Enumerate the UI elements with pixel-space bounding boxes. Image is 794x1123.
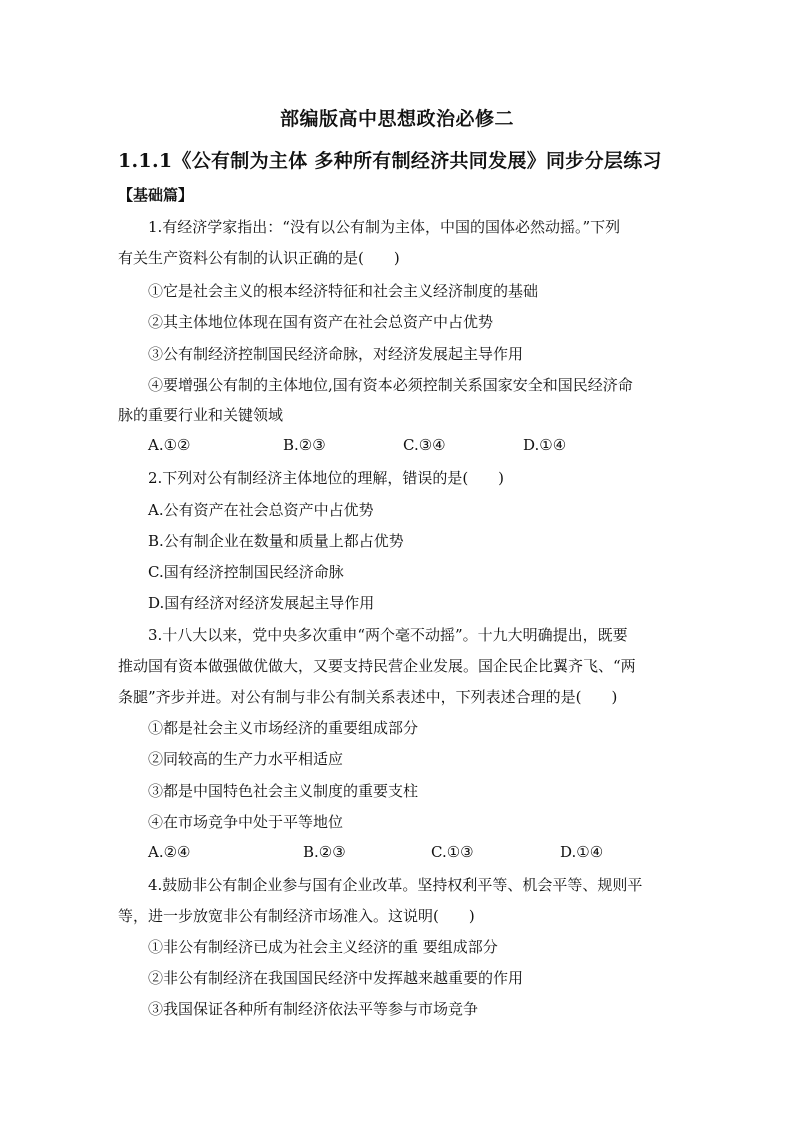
q4-stem-line-2: 等，进一步放宽非公有制经济市场准入。这说明( ): [118, 907, 475, 925]
q1-option-a: A.①②: [148, 436, 191, 454]
q3-option-b: B.②③: [303, 843, 346, 861]
q3-option-a: A.②④: [148, 843, 191, 861]
q2-stem: 2.下列对公有制经济主体地位的理解，错误的是( ): [148, 469, 505, 487]
q1-statement-1: ①它是社会主义的根本经济特征和社会主义经济制度的基础: [148, 282, 539, 300]
q1-statement-3: ③公有制经济控制国民经济命脉，对经济发展起主导作用: [148, 345, 524, 363]
q1-stem-line-2: 有关生产资料公有制的认识正确的是( ): [118, 249, 400, 267]
document-subtitle: 1.1.1《公有制为主体 多种所有制经济共同发展》同步分层练习: [118, 150, 662, 172]
q3-stem-line-3: 条腿”齐步并进。对公有制与非公有制关系表述中，下列表述合理的是( ): [118, 688, 618, 706]
q3-option-d: D.①④: [560, 843, 604, 861]
q3-statement-3: ③都是中国特色社会主义制度的重要支柱: [148, 782, 419, 800]
q3-statement-4: ④在市场竞争中处于平等地位: [148, 813, 344, 831]
document-title: 部编版高中思想政治必修二: [279, 108, 514, 130]
q1-statement-2: ②其主体地位体现在国有资产在社会总资产中占优势: [148, 313, 494, 331]
q4-statement-2: ②非公有制经济在我国国民经济中发挥越来越重要的作用: [148, 969, 524, 987]
q2-option-c: C.国有经济控制国民经济命脉: [148, 563, 344, 581]
q4-statement-3: ③我国保证各种所有制经济依法平等参与市场竞争: [148, 1000, 479, 1018]
q4-stem-line-1: 4.鼓励非公有制企业参与国有企业改革。坚持权利平等、机会平等、规则平: [148, 876, 643, 894]
q2-option-b: B.公有制企业在数量和质量上都占优势: [148, 532, 404, 550]
q3-option-c: C.①③: [431, 843, 474, 861]
q3-statement-1: ①都是社会主义市场经济的重要组成部分: [148, 719, 419, 737]
q2-option-d: D.国有经济对经济发展起主导作用: [148, 594, 375, 612]
q3-stem-line-2: 推动国有资本做强做优做大，又要支持民营企业发展。国企民企比翼齐飞、“两: [118, 657, 636, 675]
q1-option-c: C.③④: [403, 436, 446, 454]
section-heading: 【基础篇】: [118, 186, 194, 204]
q3-stem-line-1: 3.十八大以来，党中央多次重申“两个毫不动摇”。十九大明确提出，既要: [148, 626, 628, 644]
q3-statement-2: ②同较高的生产力水平相适应: [148, 750, 344, 768]
q1-option-b: B.②③: [283, 436, 326, 454]
q4-statement-1: ①非公有制经济已成为社会主义经济的重 要组成部分: [148, 938, 498, 956]
q1-statement-4-line-1: ④要增强公有制的主体地位,国有资本必须控制关系国家安全和国民经济命: [148, 376, 633, 394]
q1-stem-line-1: 1.有经济学家指出：“没有以公有制为主体，中国的国体必然动摇。”下列: [148, 218, 621, 236]
q1-statement-4-line-2: 脉的重要行业和关键领域: [118, 406, 284, 424]
q2-option-a: A.公有资产在社会总资产中占优势: [148, 501, 374, 519]
q1-option-d: D.①④: [523, 436, 567, 454]
